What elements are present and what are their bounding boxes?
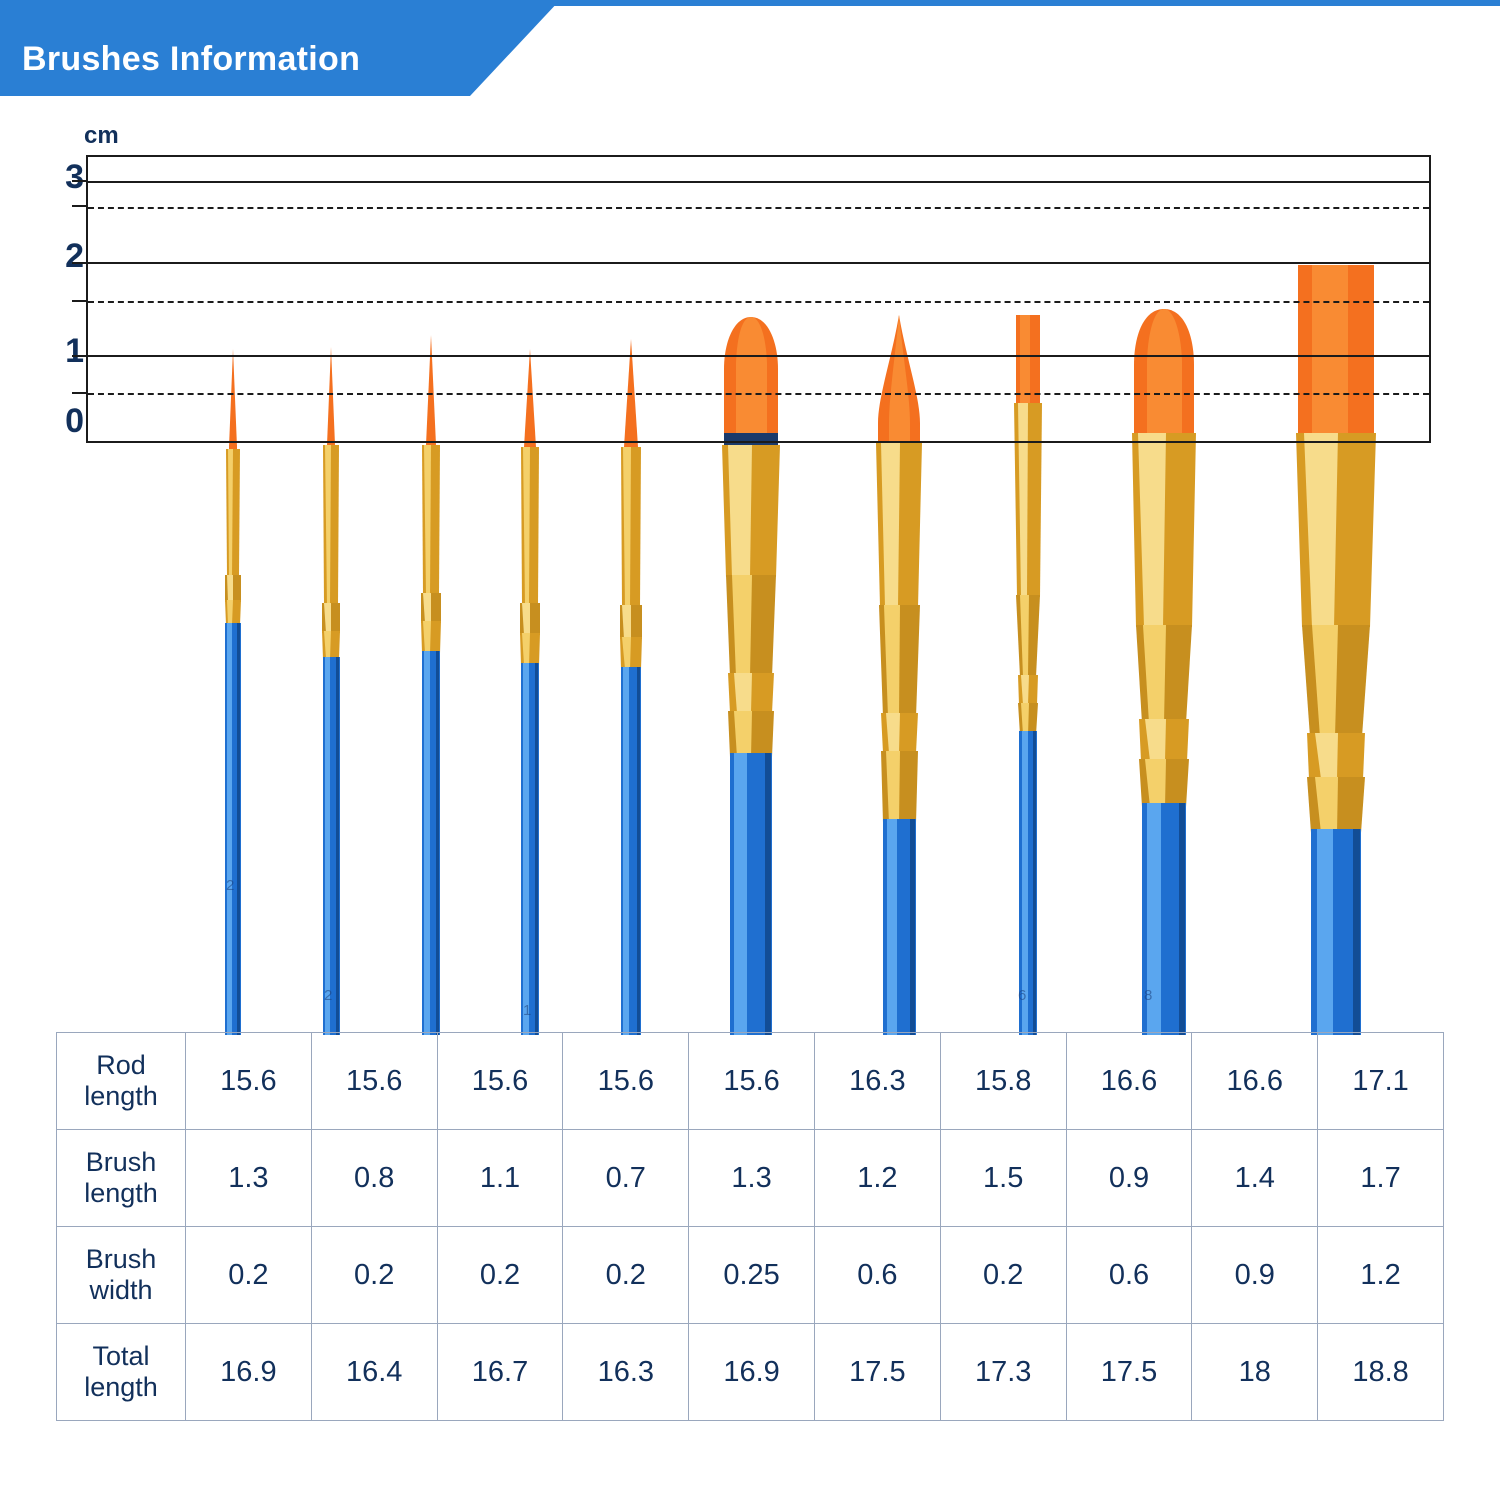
cell: 17.5: [814, 1324, 940, 1421]
cell: 16.9: [689, 1324, 815, 1421]
cell: 0.9: [1066, 1130, 1192, 1227]
row-header-line1: Rod: [96, 1049, 146, 1080]
cell: 1.5: [940, 1130, 1066, 1227]
cell: 17.3: [940, 1324, 1066, 1421]
y-tick-0: 0: [65, 402, 84, 440]
row-header-line2: length: [84, 1178, 158, 1208]
y-tick-mark-0-5: [72, 392, 86, 394]
table-row: [57, 1324, 1444, 1421]
gridline-0-5: [88, 393, 1429, 395]
cell: 15.6: [186, 1033, 312, 1130]
cell: 0.2: [563, 1227, 689, 1324]
y-tick-mark-2: [72, 262, 86, 264]
cell: 0.6: [814, 1227, 940, 1324]
page-title: Brushes Information: [22, 40, 361, 78]
y-tick-2: 2: [65, 237, 84, 275]
cell: 1.2: [1318, 1227, 1444, 1324]
cell: 0.2: [186, 1227, 312, 1324]
header-banner: [0, 0, 1500, 96]
cell: 0.8: [311, 1130, 437, 1227]
row-header-brush-length: [57, 1130, 186, 1227]
brush-number: 2: [324, 987, 333, 1004]
gridline-1-5: [88, 301, 1429, 303]
y-tick-3: 3: [65, 158, 84, 196]
cell: 15.6: [563, 1033, 689, 1130]
cell: 0.9: [1192, 1227, 1318, 1324]
y-tick-mark-2-5: [72, 205, 86, 207]
row-header-line2: length: [84, 1372, 158, 1402]
cell: 15.6: [689, 1033, 815, 1130]
row-header-line1: Total: [92, 1340, 150, 1371]
row-header-line2: width: [89, 1275, 153, 1305]
row-header-brush-width: [57, 1227, 186, 1324]
cell: 18.8: [1318, 1324, 1444, 1421]
brush-number: 2: [226, 877, 235, 894]
gridline-3: [88, 181, 1429, 183]
measurements-table: [56, 1032, 1444, 1421]
brush-number: 8: [1144, 987, 1153, 1004]
cell: 0.2: [311, 1227, 437, 1324]
axis-unit-label: cm: [84, 122, 119, 149]
row-header-total-length: [57, 1324, 186, 1421]
cell: 16.6: [1066, 1033, 1192, 1130]
cell: 15.8: [940, 1033, 1066, 1130]
gridline-2: [88, 262, 1429, 264]
cell: 16.4: [311, 1324, 437, 1421]
cell: 15.6: [437, 1033, 563, 1130]
cell: 16.6: [1192, 1033, 1318, 1130]
gridline-2-5: [88, 207, 1429, 209]
cell: 16.3: [814, 1033, 940, 1130]
cell: 1.3: [689, 1130, 815, 1227]
y-tick-mark-1: [72, 355, 86, 357]
cell: 0.2: [940, 1227, 1066, 1324]
cell: 15.6: [311, 1033, 437, 1130]
cell: 1.4: [1192, 1130, 1318, 1227]
cell: 17.1: [1318, 1033, 1444, 1130]
cell: 16.9: [186, 1324, 312, 1421]
brush-number: 6: [1018, 987, 1027, 1004]
gridline-1: [88, 355, 1429, 357]
cell: 16.3: [563, 1324, 689, 1421]
row-header-line1: Brush: [85, 1146, 157, 1177]
table-row: [57, 1033, 1444, 1130]
brush-number: 1: [523, 1002, 532, 1019]
table-row: [57, 1227, 1444, 1324]
row-header-line2: length: [84, 1081, 158, 1111]
cell: 0.7: [563, 1130, 689, 1227]
cell: 0.2: [437, 1227, 563, 1324]
cell: 1.3: [186, 1130, 312, 1227]
cell: 16.7: [437, 1324, 563, 1421]
cell: 1.7: [1318, 1130, 1444, 1227]
cell: 0.6: [1066, 1227, 1192, 1324]
cell: 17.5: [1066, 1324, 1192, 1421]
cell: 1.2: [814, 1130, 940, 1227]
y-tick-mark-1-5: [72, 300, 86, 302]
cell: 1.1: [437, 1130, 563, 1227]
y-tick-mark-3: [72, 180, 86, 182]
y-tick-1: 1: [65, 332, 84, 370]
row-header-rod-length: [57, 1033, 186, 1130]
table-row: [57, 1130, 1444, 1227]
ruler-chart: [86, 155, 1431, 443]
row-header-line1: Brush: [85, 1243, 157, 1274]
cell: 18: [1192, 1324, 1318, 1421]
cell: 0.25: [689, 1227, 815, 1324]
